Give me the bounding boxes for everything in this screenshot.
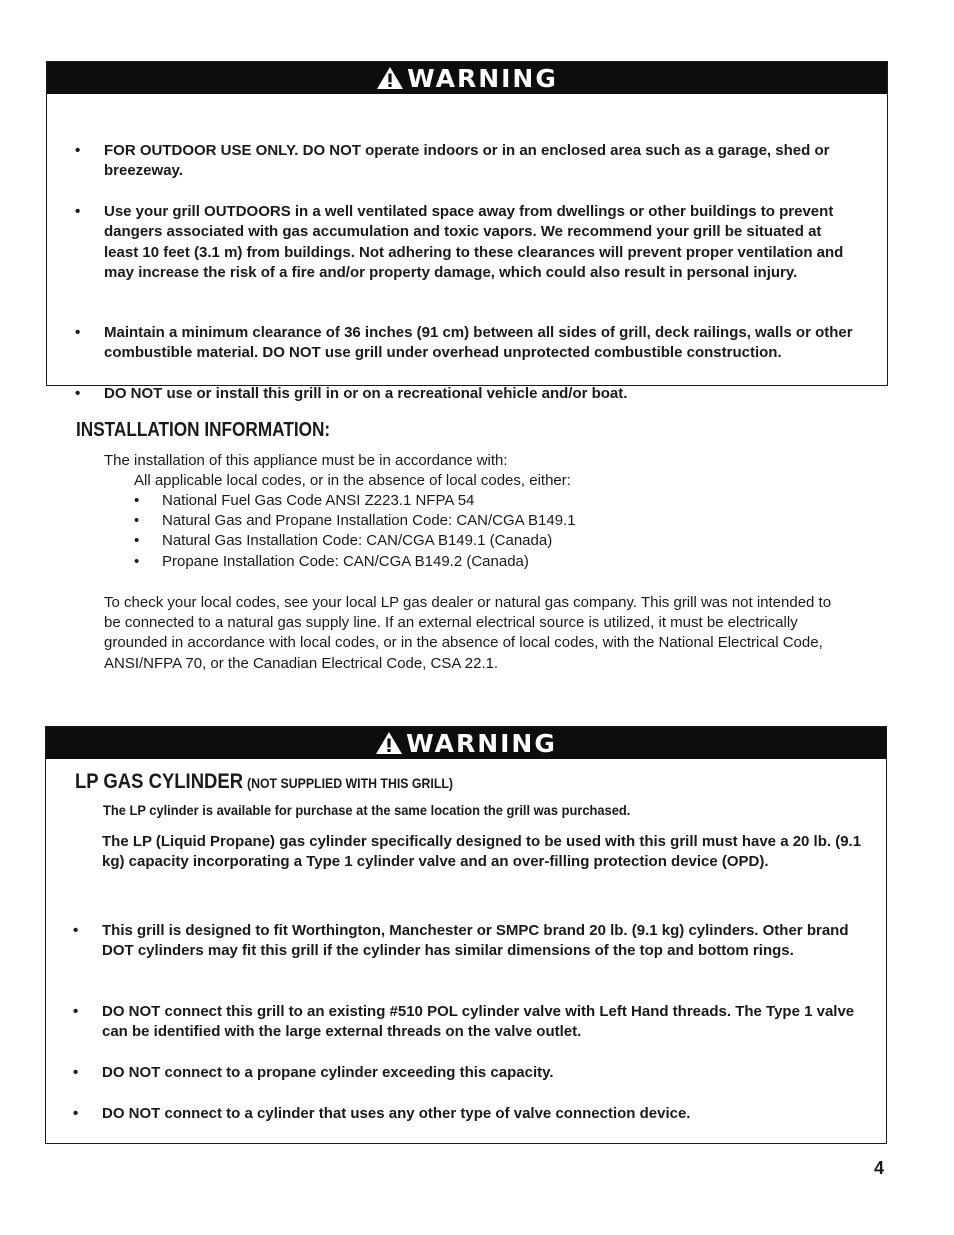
list-item-text: DO NOT connect to a cylinder that uses any other type of valve connection device. xyxy=(102,1105,691,1122)
code-list xyxy=(134,491,576,572)
bullet-dot: • xyxy=(134,492,140,509)
bullet-dot: • xyxy=(75,385,81,402)
bullet-dot: • xyxy=(73,1105,79,1122)
bullet-dot: • xyxy=(73,922,79,939)
list-item-text: Use your grill OUTDOORS in a well ventilated space away from dwellings or other buildings to prevent dangers associated with gas accumulation and toxic vapors. We recommend your grill be situated at least 10 feet (3.1 m) from buildings. Not adhering to these clearances will prevent proper ventilation and may increase the risk of a fire and/or property damage, which could also result in personal injury. xyxy=(104,203,844,281)
bullet-dot: • xyxy=(134,552,140,570)
warning-triangle-icon xyxy=(375,731,403,755)
code-text: Natural Gas and Propane Installation Code: CAN/CGA B149.1 xyxy=(162,512,576,530)
code-text: Natural Gas Installation Code: CAN/CGA B149.1 (Canada) xyxy=(162,532,553,550)
lp-title-main: LP GAS CYLINDER xyxy=(75,770,244,793)
list-item xyxy=(134,491,576,511)
warning-label: WARNING xyxy=(407,63,558,93)
list-item-text: Maintain a minimum clearance of 36 inches (91 cm) between all sides of grill, deck railings, walls or other combustible material. DO NOT use grill under overhead unprotected combustible construction. xyxy=(104,324,853,362)
page-number: 4 xyxy=(873,1158,884,1178)
list-item-text: FOR OUTDOOR USE ONLY. DO NOT operate indoors or in an enclosed area such as a garage, shed or breezeway. xyxy=(104,142,830,180)
list-item xyxy=(73,921,859,962)
bullet-dot: • xyxy=(134,532,140,550)
list-item xyxy=(134,552,576,572)
bullet-dot: • xyxy=(73,1064,79,1081)
installation-sub-intro: All applicable local codes, or in the absence of local codes, either: xyxy=(134,472,571,489)
lp-availability-note: The LP cylinder is available for purchase at the same location the grill was purchased. xyxy=(103,802,631,818)
list-item xyxy=(75,323,859,364)
installation-intro: The installation of this appliance must be in accordance with: xyxy=(104,452,508,469)
list-item-text: This grill is designed to fit Worthington, Manchester or SMPC brand 20 lb. (9.1 kg) cylinders. Other brand DOT cylinders may fit this grill if the cylinder has similar dimensions of the top and bottom rings. xyxy=(102,922,849,960)
warning-label: WARNING xyxy=(406,728,557,758)
list-item xyxy=(75,202,859,283)
list-item-text: DO NOT use or install this grill in or on a recreational vehicle and/or boat. xyxy=(104,385,628,402)
bullet-dot: • xyxy=(75,142,81,159)
lp-title-note: (NOT SUPPLIED WITH THIS GRILL) xyxy=(246,775,453,791)
list-item xyxy=(75,384,859,404)
list-item xyxy=(73,1002,859,1043)
warning-header xyxy=(47,62,887,94)
list-item xyxy=(75,141,859,182)
list-item xyxy=(134,531,576,551)
code-text: Propane Installation Code: CAN/CGA B149.2 (Canada) xyxy=(162,552,529,570)
list-item xyxy=(134,511,576,531)
list-item xyxy=(73,1104,859,1124)
code-text: National Fuel Gas Code ANSI Z223.1 NFPA 54 xyxy=(162,492,475,509)
installation-paragraph: To check your local codes, see your local LP gas dealer or natural gas company. This grill was not intended to be connected to a natural gas supply line. If an external electrical source is utilized, it must be electrically grounded in accordance with local codes, or in the absence of local codes, with the National Electrical Code, ANSI/NFPA 70, or the Canadian Electrical Code, CSA 22.1. xyxy=(104,594,832,672)
bullet-dot: • xyxy=(134,512,140,530)
lp-specification-paragraph: The LP (Liquid Propane) gas cylinder specifically designed to be used with this grill must have a 20 lb. (9.1 kg) capacity incorporating a Type 1 cylinder valve and an over-filling protection device (OPD). xyxy=(102,833,862,871)
list-item-text: DO NOT connect this grill to an existing #510 POL cylinder valve with Left Hand threads. The Type 1 valve can be identified with the large external threads on the valve outlet. xyxy=(102,1003,855,1041)
installation-title: INSTALLATION INFORMATION: xyxy=(76,419,331,441)
lp-cylinder-title xyxy=(75,770,453,794)
list-item xyxy=(73,1063,859,1083)
warning-header xyxy=(46,727,886,759)
warning-box-outdoor xyxy=(46,61,888,402)
bullet-dot: • xyxy=(73,1003,79,1020)
list-item-text: DO NOT connect to a propane cylinder exceeding this capacity. xyxy=(102,1064,554,1081)
bullet-dot: • xyxy=(75,324,81,341)
warning-triangle-icon xyxy=(376,66,404,90)
bullet-dot: • xyxy=(75,203,81,220)
